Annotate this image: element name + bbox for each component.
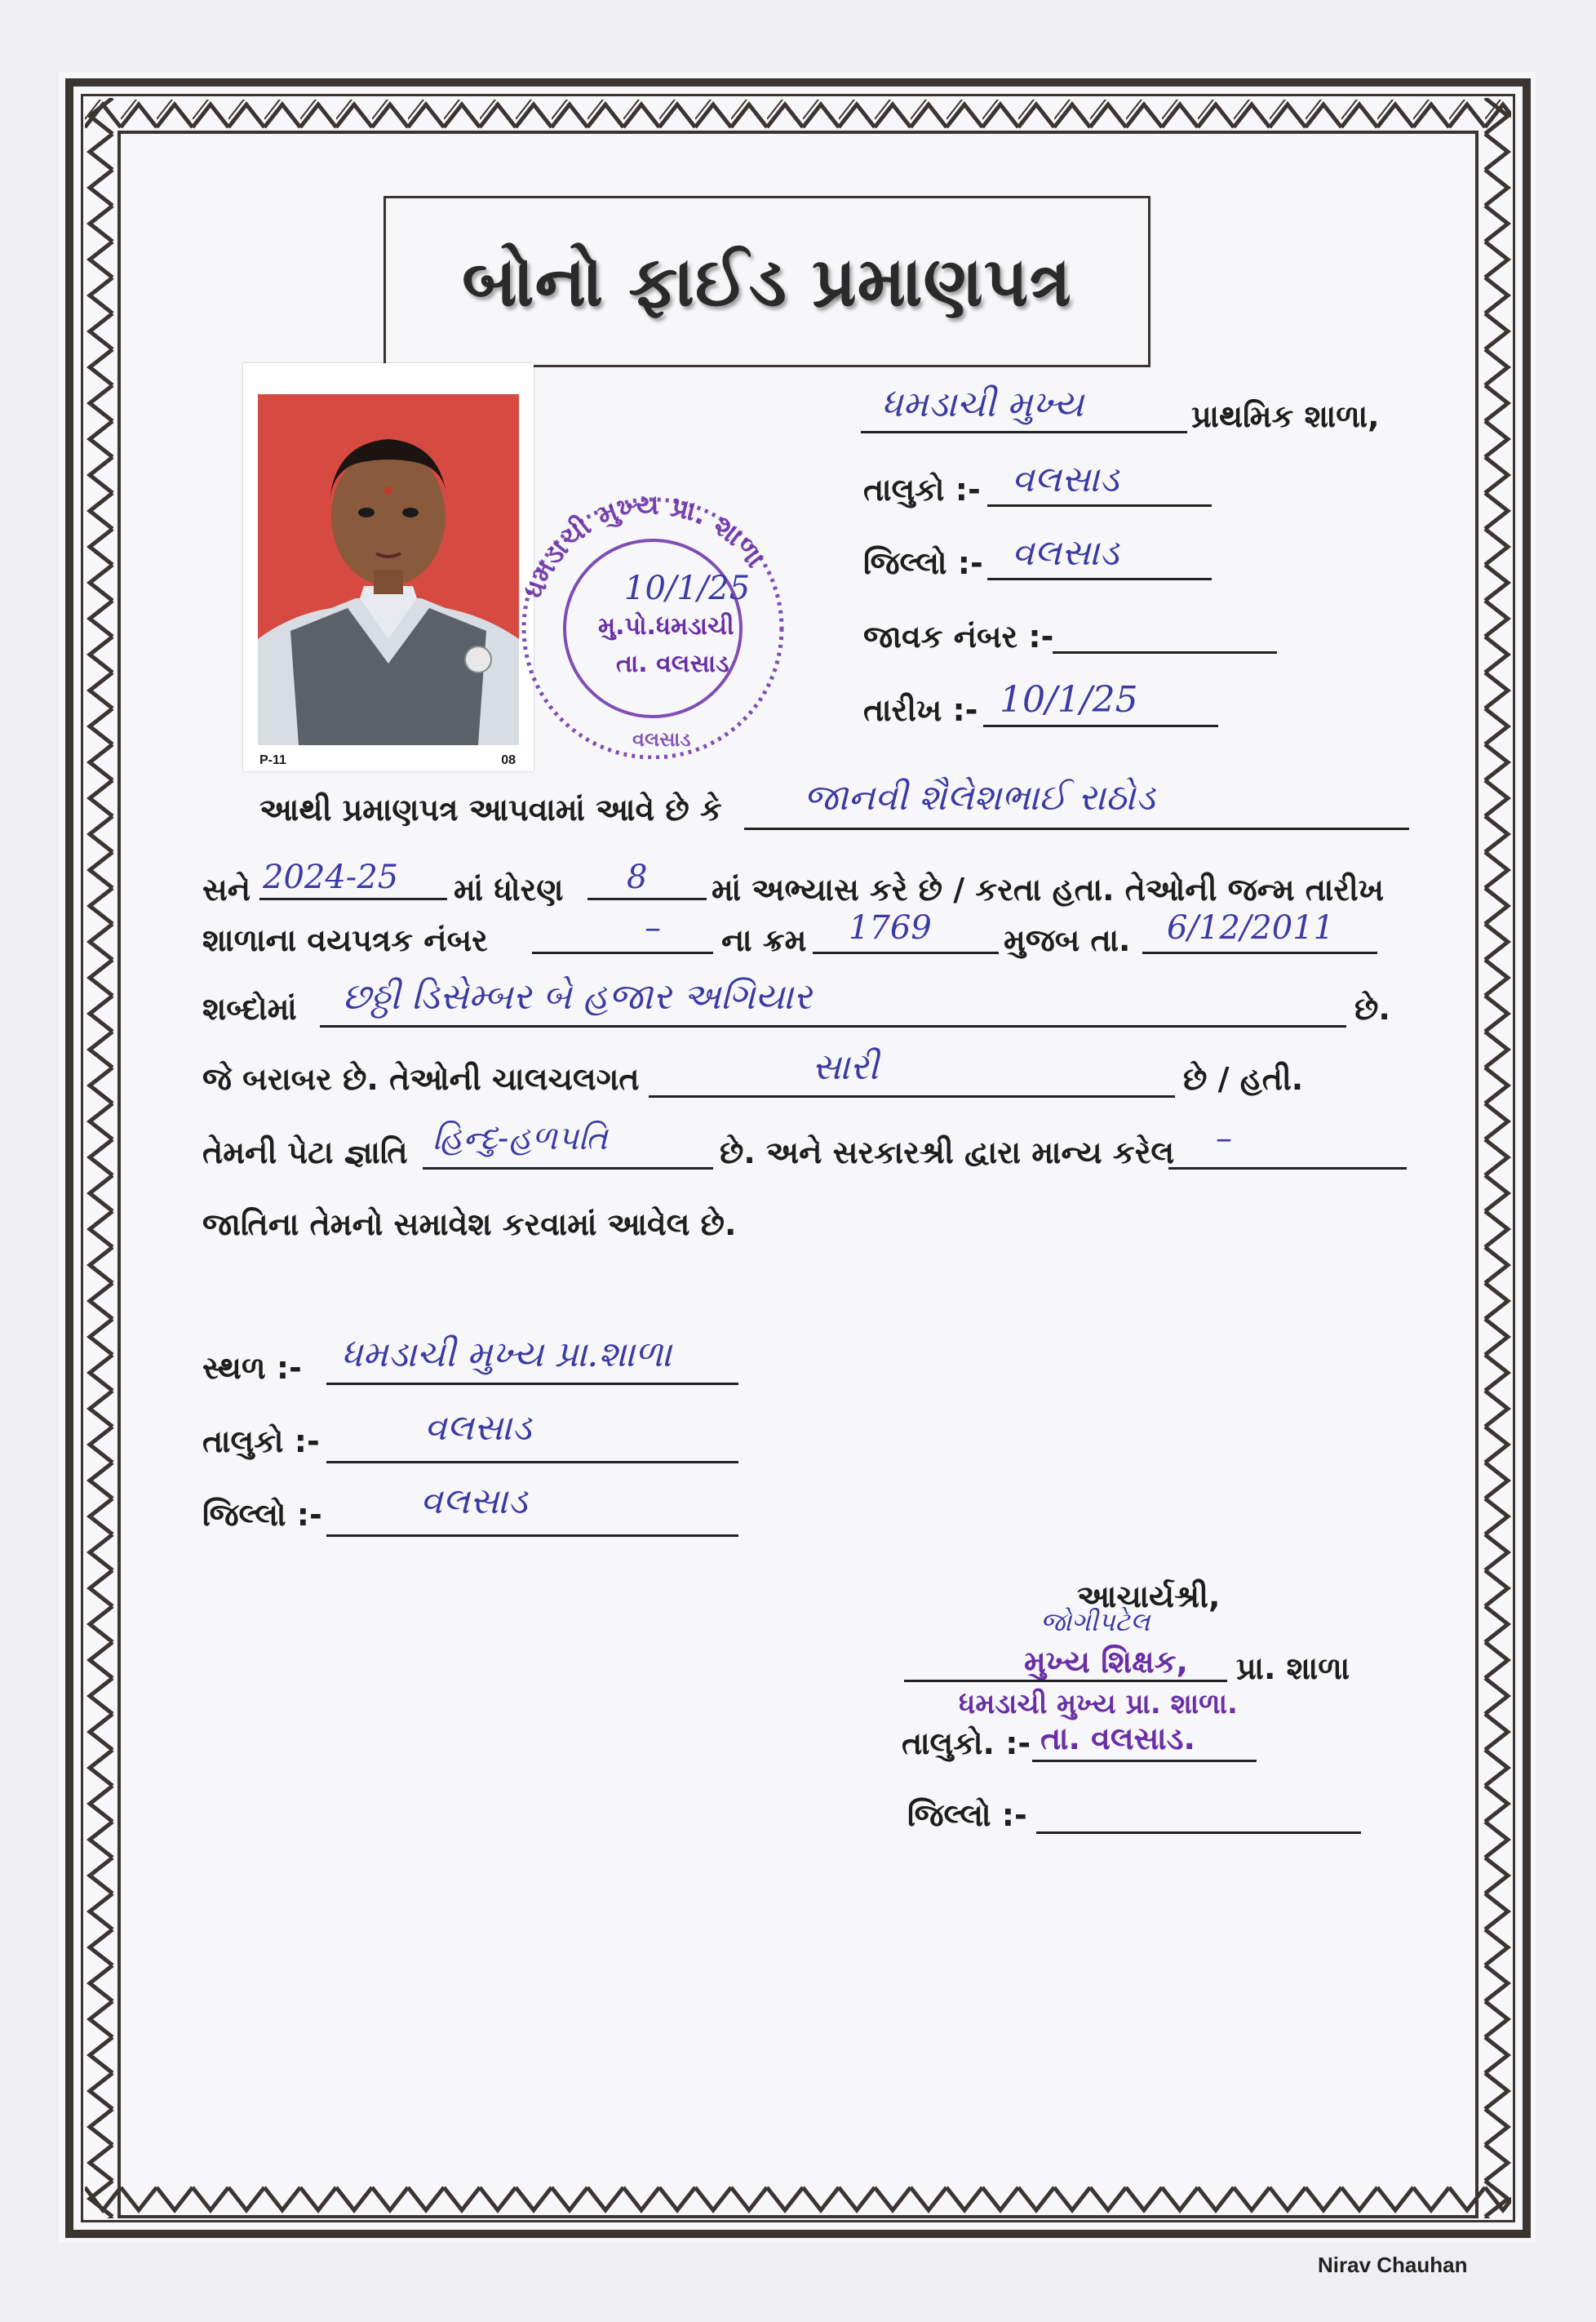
principal-signature: જોગીપટેલ	[1040, 1606, 1150, 1637]
school-stamp	[502, 490, 804, 759]
register-number-line	[532, 952, 713, 954]
body-line4-a: શબ્દોમાં	[202, 991, 297, 1027]
place-taluka-line	[326, 1461, 738, 1463]
photo-tag-left: P-11	[259, 753, 286, 767]
right-zigzag-border	[1482, 98, 1513, 2218]
body-line2-b: માં ધોરણ	[454, 872, 564, 908]
stamp-line2: તા. વલસાડ	[616, 650, 729, 678]
photo-tag-right: 08	[501, 753, 516, 767]
outward-number-label: જાવક નંબર :-	[863, 619, 1054, 655]
place-district-value: વલસાડ	[420, 1481, 528, 1522]
birth-date-value: 6/12/2011	[1167, 909, 1335, 947]
register-number-value: –	[645, 909, 661, 947]
place-district-line	[326, 1534, 738, 1537]
body-line4-b: છે.	[1354, 991, 1390, 1027]
body-line2-a: સને	[202, 872, 251, 908]
date-value: 10/1/25	[1000, 679, 1138, 721]
body-line3-b: ના ક્રમ	[721, 922, 807, 958]
place-label: સ્થળ :-	[202, 1350, 302, 1386]
signature-district-line	[1036, 1831, 1361, 1834]
conduct-value: સારી	[812, 1046, 879, 1088]
stamp-bottom: વલસાડ	[632, 728, 691, 751]
student-name-value: જાનવી શૈલેશભાઈ રાઠોડ	[804, 777, 1155, 819]
page-title: બોનો ફાઈડ પ્રમાણપત્ર	[462, 241, 1072, 322]
title-box	[383, 196, 1150, 367]
school-suffix: પ્રાથમિક શાળા,	[1191, 398, 1380, 434]
serial-number-value: 1769	[849, 909, 932, 947]
signature-title: આચાર્યશ્રી,	[1077, 1578, 1221, 1614]
body-line5-a: જે બરાબર છે. તેઓની ચાલચલગત	[202, 1061, 640, 1097]
signature-line	[904, 1680, 1227, 1682]
principal-stamp-line1: મુખ્ય શિક્ષક,	[1024, 1644, 1188, 1680]
district-line	[987, 578, 1212, 580]
body-line5-b: છે / હતી.	[1183, 1061, 1304, 1097]
district-label: જિલ્લો :-	[863, 545, 983, 581]
conduct-line	[649, 1095, 1175, 1098]
govt-caste-value: –	[1216, 1120, 1232, 1157]
signature-taluka-label: તાલુકો. :-	[902, 1725, 1031, 1761]
place-district-label: જિલ્લો :-	[202, 1497, 322, 1533]
place-line	[326, 1383, 738, 1385]
subcaste-value: હિન્દુ-હળપતિ	[432, 1120, 608, 1157]
stamp-ring-text: ધમડાચી મુખ્ય પ્રા. શાળા	[517, 490, 772, 602]
student-photo	[243, 363, 534, 771]
district-value: વલસાડ	[1012, 532, 1119, 574]
place-value: ધમડાચી મુખ્ય પ્રા.શાળા	[341, 1334, 672, 1375]
stamp-handwritten: 10/1/25	[624, 570, 751, 607]
outward-number-line	[1053, 651, 1277, 654]
academic-year-value: 2024-25	[263, 859, 399, 896]
taluka-value: વલસાડ	[1012, 459, 1119, 500]
body-line6-a: તેમની પેટા જ્ઞાતિ	[202, 1134, 408, 1170]
serial-number-line	[813, 952, 999, 954]
date-label: તારીખ :-	[863, 692, 978, 728]
govt-caste-line	[1168, 1167, 1407, 1170]
birth-date-words-value: છઠ્ઠી ડિસેમ્બર બે હજાર અગિયાર	[343, 976, 812, 1018]
student-name-line	[744, 828, 1409, 830]
stamp-line1: મુ.પો.ધમડાચી	[598, 612, 734, 641]
signature-district-label: જિલ્લો :-	[907, 1797, 1027, 1833]
signature-taluka-value: તા. વલસાડ.	[1040, 1720, 1195, 1756]
standard-line	[587, 898, 707, 900]
standard-value: 8	[627, 859, 648, 896]
taluka-label: તાલુકો :-	[863, 472, 981, 508]
birth-date-words-line	[320, 1025, 1346, 1028]
school-name-value: ધમડાચી મુખ્ય	[881, 384, 1084, 425]
place-taluka-label: તાલુકો :-	[202, 1423, 320, 1459]
birth-date-line	[1142, 952, 1377, 954]
body-line1-prefix: આથી પ્રમાણપત્ર આપવામાં આવે છે કે	[259, 792, 722, 828]
top-zigzag-border	[85, 100, 1511, 131]
academic-year-line	[259, 898, 447, 900]
body-line6-b: છે. અને સરકારશ્રી દ્વારા માન્ય કરેલ	[720, 1134, 1175, 1170]
left-zigzag-border	[85, 98, 116, 2218]
body-line7: જાતિના તેમનો સમાવેશ કરવામાં આવેલ છે.	[202, 1206, 737, 1242]
school-name-line	[861, 431, 1187, 433]
subcaste-line	[423, 1167, 713, 1170]
signature-school-suffix: પ્રા. શાળા	[1236, 1650, 1350, 1686]
body-line2-c: માં અભ્યાસ કરે છે / કરતા હતા. તેઓની જન્મ તારીખ	[712, 872, 1385, 908]
date-line	[983, 725, 1218, 727]
taluka-line	[987, 504, 1212, 507]
principal-stamp-line2: ધમડાચી મુખ્ય પ્રા. શાળા.	[959, 1688, 1238, 1720]
body-line3-a: શાળાના વયપત્રક નંબર	[202, 922, 488, 958]
body-line3-c: મુજબ તા.	[1004, 922, 1131, 958]
signature-taluka-line	[1032, 1760, 1257, 1762]
footer-credit: Nirav Chauhan	[1318, 2253, 1468, 2277]
place-taluka-value: વલસાડ	[424, 1407, 532, 1449]
student-portrait	[258, 394, 519, 745]
